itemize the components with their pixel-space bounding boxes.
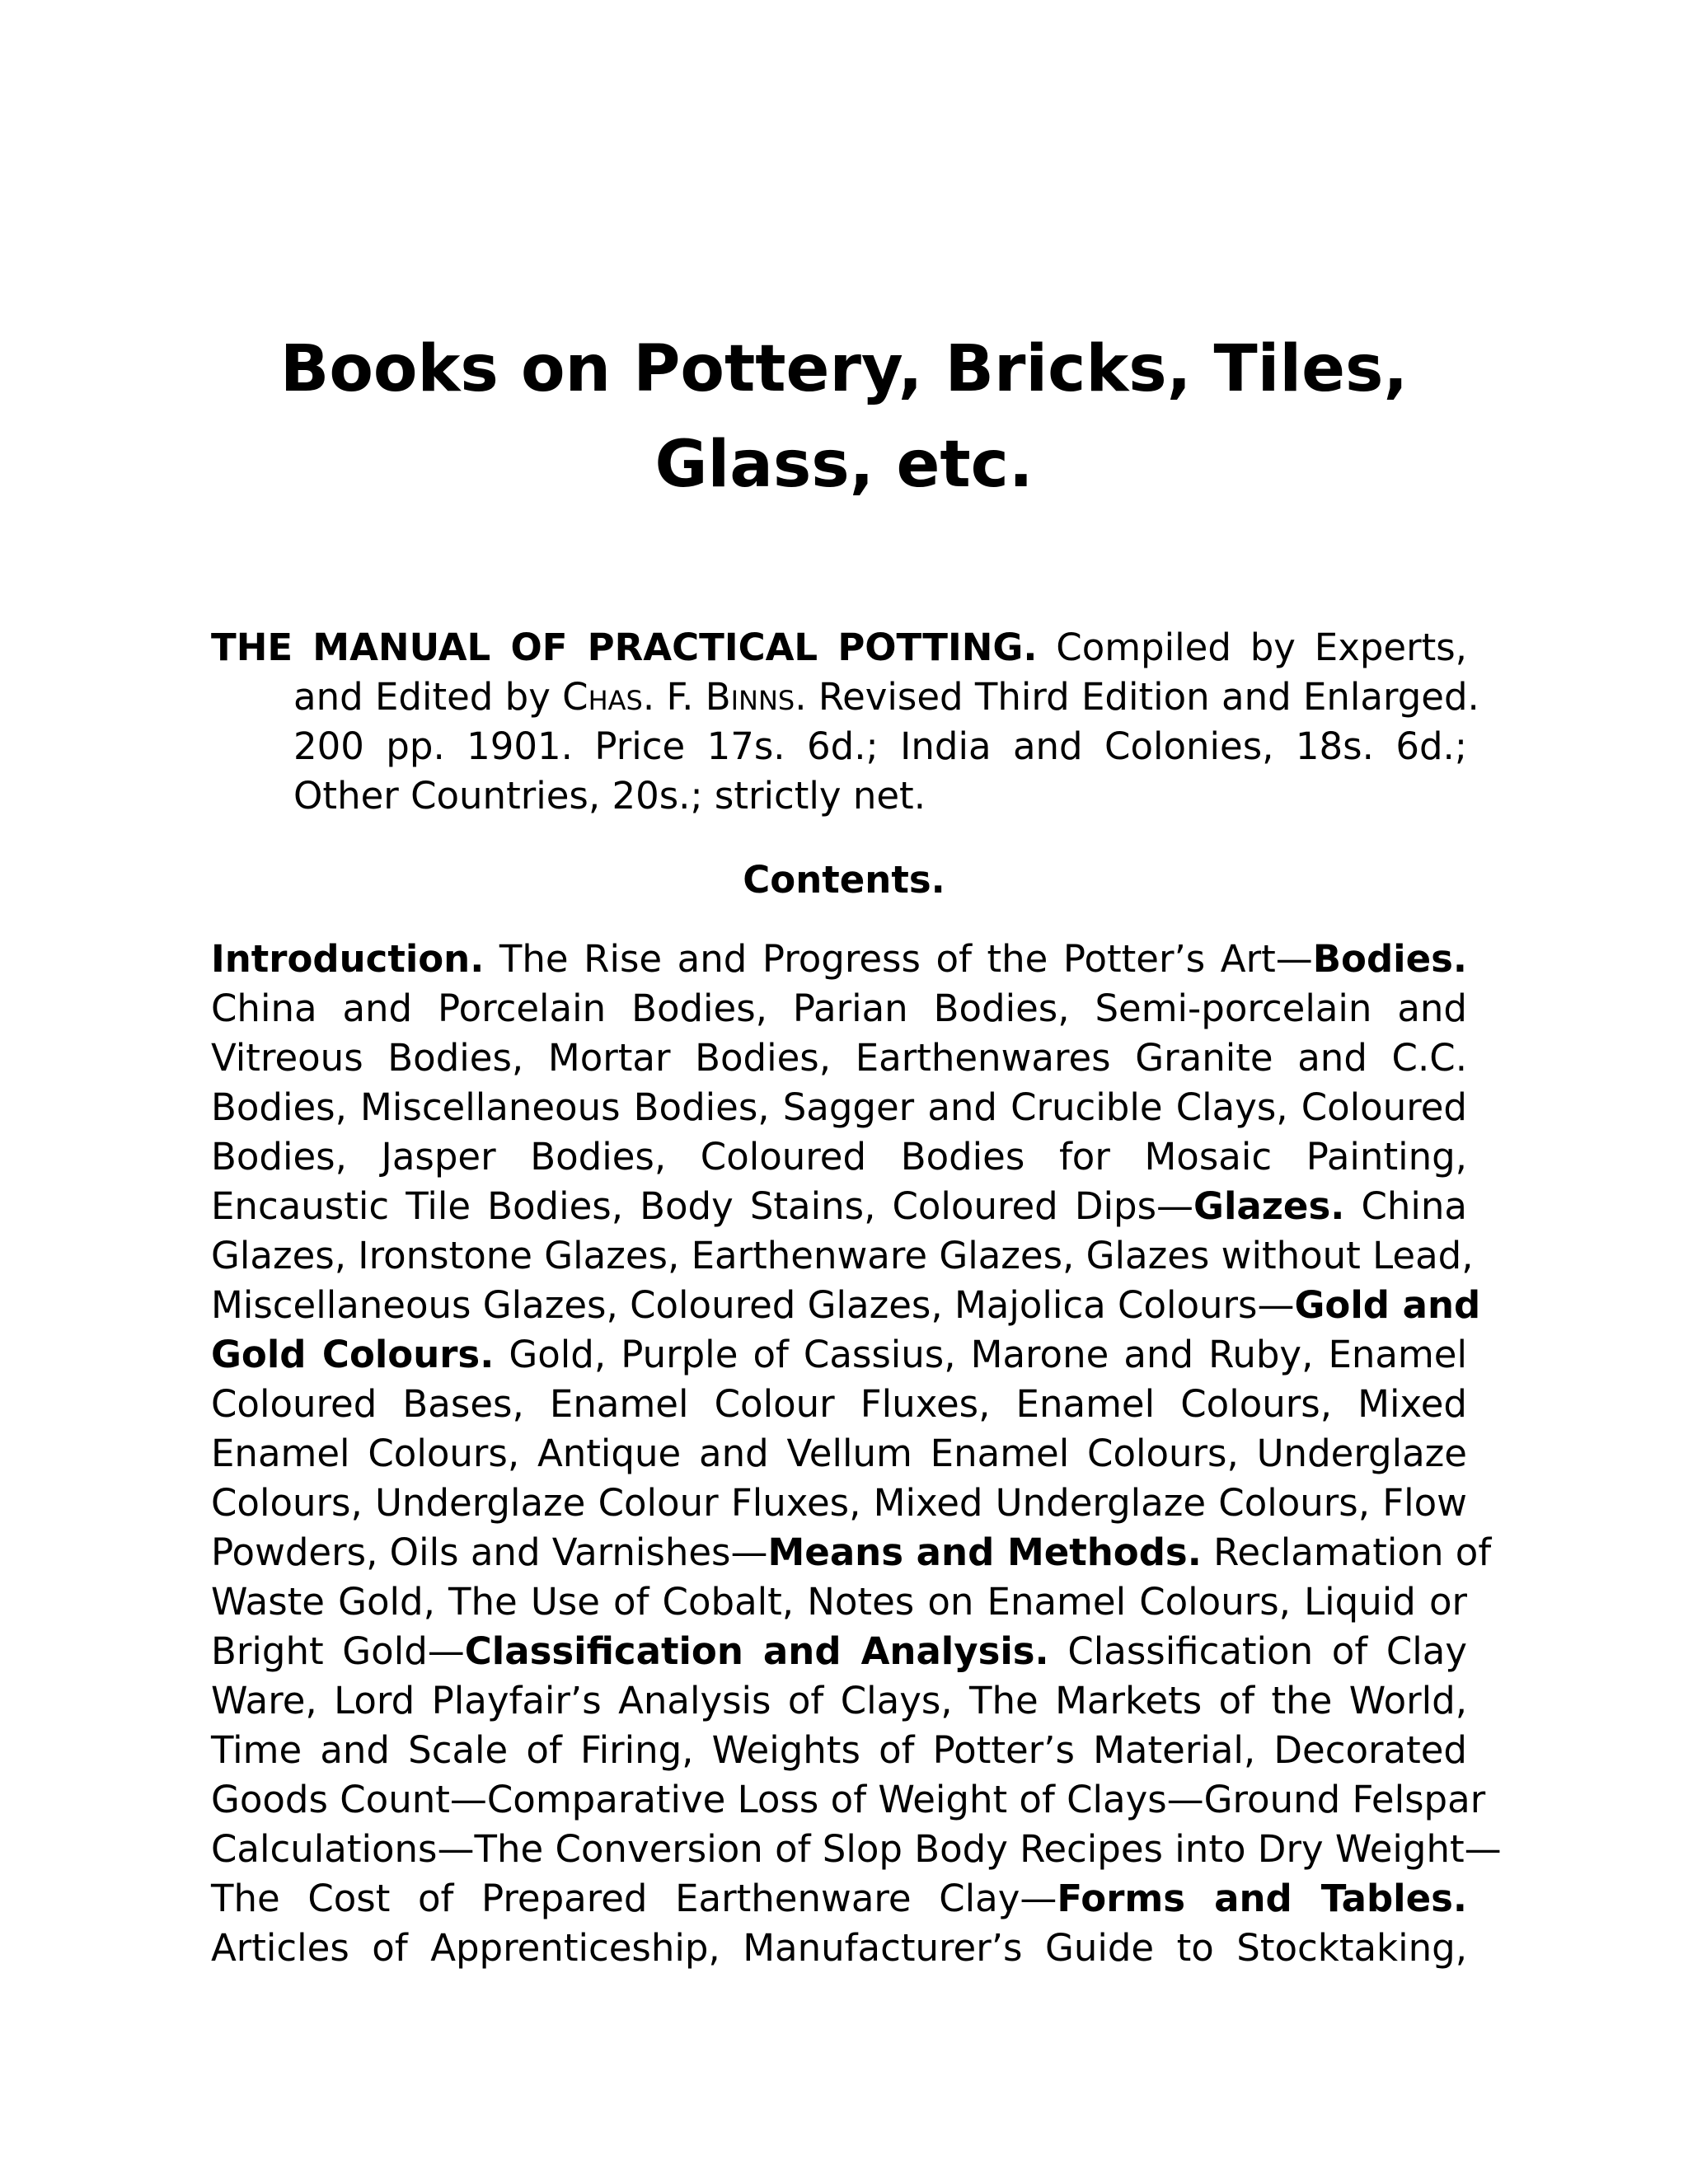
contents-line: [211, 984, 1467, 1033]
contents-line: [211, 1528, 1492, 1577]
contents-line: [211, 1627, 1467, 1676]
contents-text: Bodies, Miscellaneous Bodies, Sagger and Crucible Clays, Coloured: [211, 1085, 1467, 1129]
book-entry-line-2: [211, 673, 1479, 722]
contents-line: [211, 1429, 1467, 1479]
contents-text: China and Porcelain Bodies, Parian Bodies, Semi-porcelain and: [211, 987, 1467, 1030]
book-edited-by: and Edited by: [293, 675, 563, 719]
book-editor: Chas. F. Binns: [562, 675, 795, 719]
contents-line: [211, 1330, 1467, 1380]
contents-text: Gold, Purple of Cassius, Marone and Ruby, Enamel: [494, 1333, 1467, 1376]
contents-section-heading: Glazes.: [1193, 1184, 1345, 1228]
contents-line: [211, 1380, 1467, 1429]
page-title: [0, 321, 1688, 513]
contents-text: Miscellaneous Glazes, Coloured Glazes, Majolica Colours—: [211, 1283, 1295, 1327]
contents-line: [211, 1775, 1486, 1825]
contents-text: Encaustic Tile Bodies, Body Stains, Coloured Dips—: [211, 1184, 1194, 1228]
page-title-line-2: Glass, etc.: [654, 428, 1034, 502]
contents-line: [211, 1083, 1467, 1132]
contents-text: Bright Gold—: [211, 1629, 465, 1673]
contents-text: Glazes, Ironstone Glazes, Earthenware Glazes, Glazes without Lead,: [211, 1234, 1474, 1277]
contents-text: Calculations—The Conversion of Slop Body Recipes into Dry Weight—: [211, 1827, 1502, 1871]
book-entry: [211, 623, 1479, 821]
contents-line: [211, 1924, 1467, 1973]
contents-line: [211, 1132, 1467, 1182]
contents-section-heading: Gold and: [1294, 1283, 1481, 1327]
contents-body: [211, 935, 1502, 1973]
contents-text: Reclamation of: [1201, 1530, 1492, 1574]
book-edition: . Revised Third Edition and Enlarged.: [795, 675, 1479, 719]
contents-section-heading: Introduction.: [211, 937, 485, 981]
contents-section-heading: Means and Methods.: [767, 1530, 1202, 1574]
contents-line: [211, 1281, 1481, 1330]
contents-section-heading: Forms and Tables.: [1057, 1877, 1467, 1920]
contents-section-heading: Classification and Analysis.: [464, 1629, 1049, 1673]
contents-text: Bodies, Jasper Bodies, Coloured Bodies for Mosaic Painting,: [211, 1135, 1467, 1179]
book-entry-line-1: [211, 623, 1467, 673]
book-entry-line-3: 200 pp. 1901. Price 17s. 6d.; India and Colonies, 18s. 6d.;: [293, 724, 1467, 768]
contents-text: Powders, Oils and Varnishes—: [211, 1530, 768, 1574]
contents-line: [211, 1231, 1474, 1281]
contents-text: Articles of Apprenticeship, Manufacturer’s Guide to Stocktaking,: [211, 1926, 1467, 1970]
contents-section-heading: Gold Colours.: [211, 1333, 495, 1376]
contents-line: [211, 1825, 1502, 1874]
contents-text: Ware, Lord Playfair’s Analysis of Clays, The Markets of the World,: [211, 1679, 1467, 1722]
contents-text: Vitreous Bodies, Mortar Bodies, Earthenwares Granite and C.C.: [211, 1036, 1467, 1080]
contents-text: The Cost of Prepared Earthenware Clay—: [211, 1877, 1057, 1920]
contents-text: Colours, Underglaze Colour Fluxes, Mixed Underglaze Colours, Flow: [211, 1481, 1467, 1525]
contents-text: Coloured Bases, Enamel Colour Fluxes, Enamel Colours, Mixed: [211, 1382, 1467, 1426]
contents-line: [211, 1033, 1467, 1083]
contents-line: [211, 1676, 1467, 1726]
book-title: THE MANUAL OF PRACTICAL POTTING.: [211, 626, 1038, 669]
contents-line: [211, 935, 1467, 984]
contents-text: Enamel Colours, Antique and Vellum Enamel Colours, Underglaze: [211, 1432, 1467, 1475]
book-compiled-by: Compiled by Experts,: [1037, 626, 1467, 669]
contents-line: [211, 1577, 1467, 1627]
book-entry-line-4: Other Countries, 20s.; strictly net.: [293, 774, 926, 818]
contents-text: Time and Scale of Firing, Weights of Potter’s Material, Decorated: [211, 1728, 1467, 1772]
contents-text: China: [1344, 1184, 1467, 1228]
contents-text: Goods Count—Comparative Loss of Weight of Clays—Ground Felspar: [211, 1778, 1486, 1821]
contents-text: Waste Gold, The Use of Cobalt, Notes on Enamel Colours, Liquid or: [211, 1580, 1467, 1624]
contents-line: [211, 1726, 1467, 1775]
contents-heading: Contents.: [743, 858, 945, 902]
contents-section-heading: Bodies.: [1312, 937, 1467, 981]
contents-text: Classification of Clay: [1048, 1629, 1467, 1673]
contents-line: [211, 1182, 1467, 1231]
contents-line: [211, 1874, 1467, 1924]
contents-text: The Rise and Progress of the Potter’s Art—: [484, 937, 1313, 981]
page-title-line-1: Books on Pottery, Bricks, Tiles,: [279, 332, 1409, 406]
contents-line: [211, 1479, 1467, 1528]
